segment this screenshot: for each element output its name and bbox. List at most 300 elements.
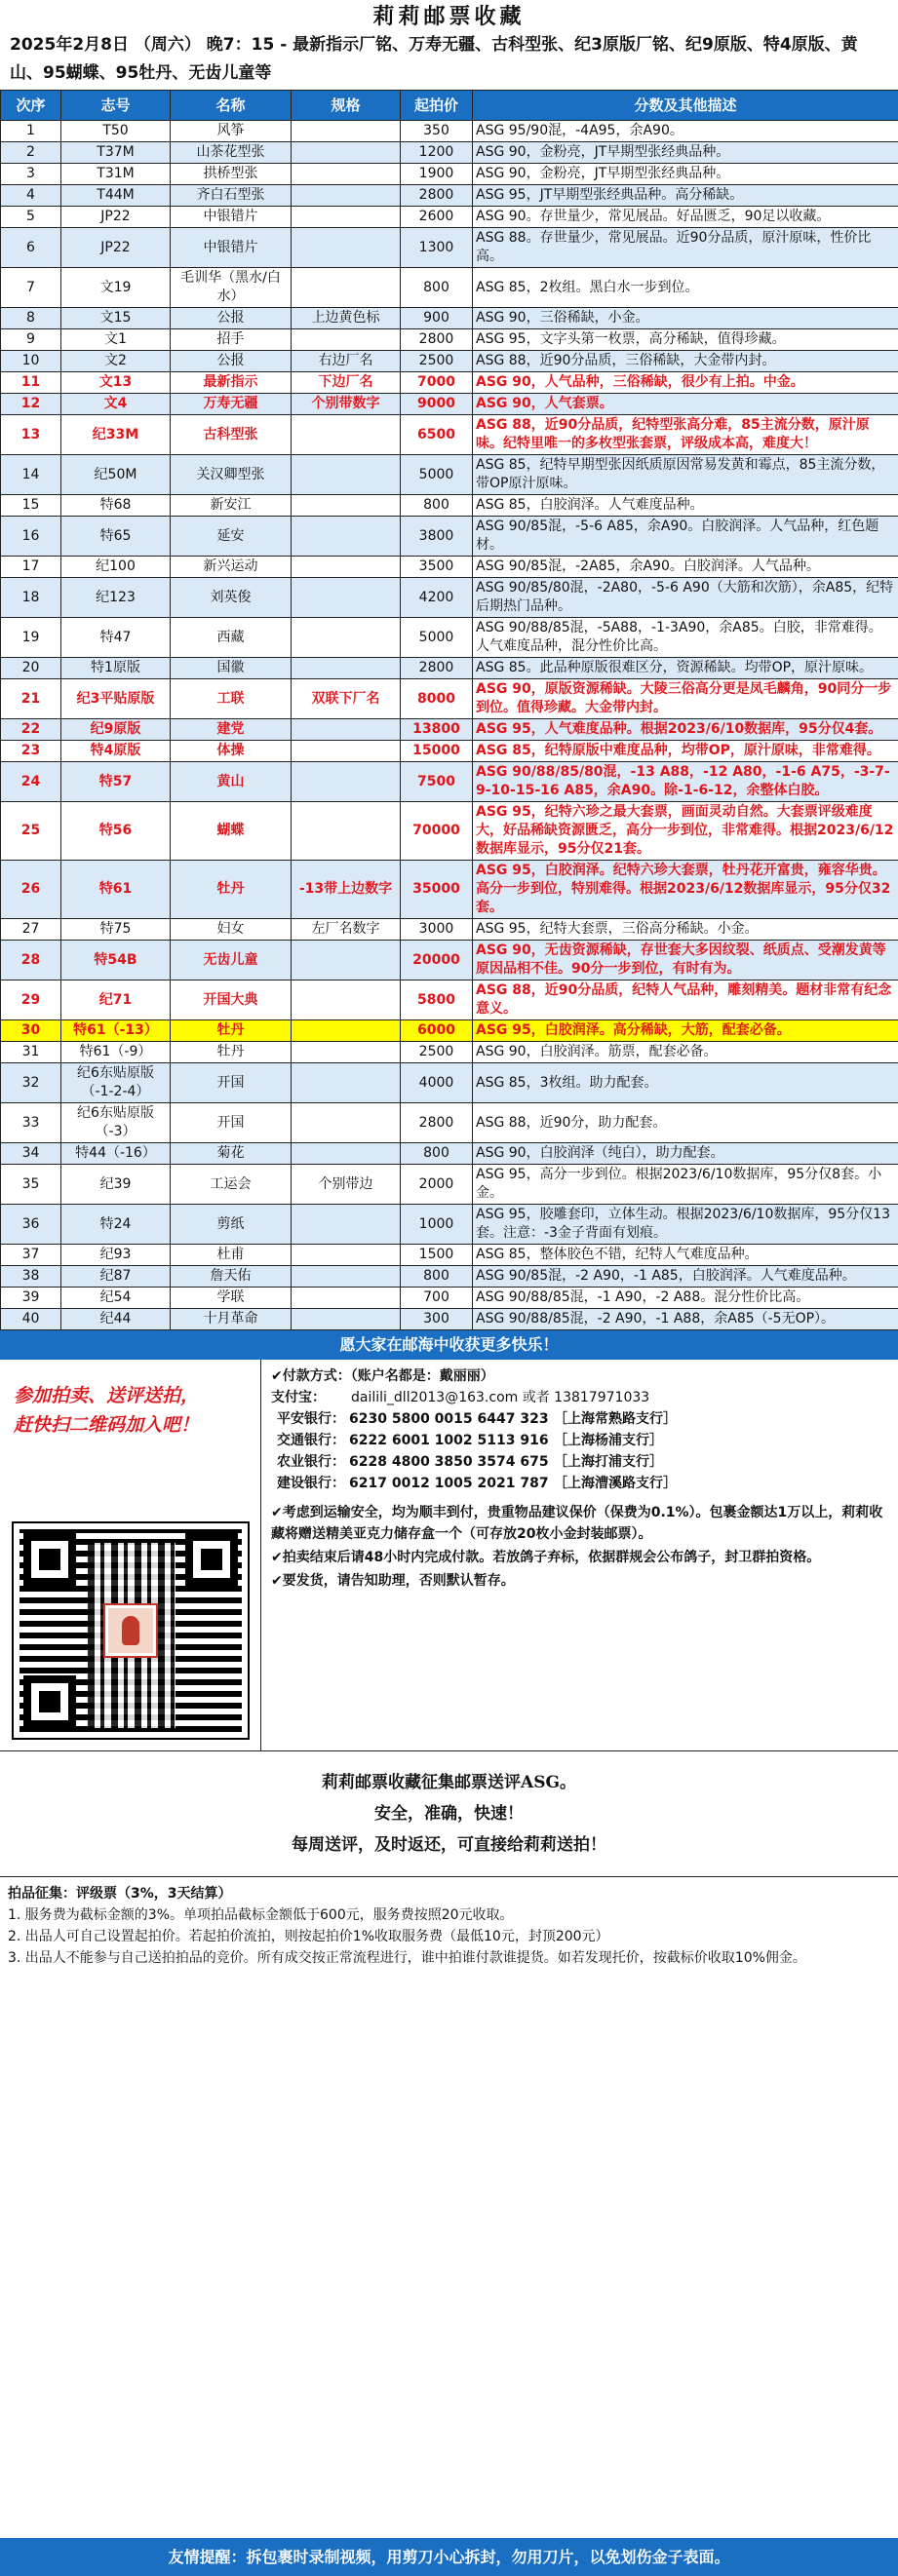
lot-code: 特57 bbox=[61, 762, 171, 802]
lot-code: 文19 bbox=[61, 268, 171, 308]
lot-price: 2600 bbox=[401, 207, 473, 228]
footer-banner: 友情提醒：拆包裹时录制视频，用剪刀小心拆封，勿用刀片，以免划伤金子表面。 bbox=[0, 2538, 898, 2576]
table-row bbox=[1, 1205, 898, 1245]
lot-name: 招手 bbox=[171, 329, 292, 351]
lot-no: 21 bbox=[1, 679, 61, 719]
lot-code: 特65 bbox=[61, 517, 171, 557]
lot-name: 新安江 bbox=[171, 495, 292, 517]
lot-name: 古科型张 bbox=[171, 415, 292, 455]
lot-price: 5800 bbox=[401, 980, 473, 1020]
auction-subtitle: 2025年2月8日 （周六） 晚7：15 - 最新指示厂铭、万寿无疆、古科型张、纪3原版厂铭、纪9原版、特4原版、黄山、95蝴蝶、95牡丹、无齿儿童等 bbox=[10, 35, 858, 83]
notes bbox=[271, 1502, 888, 1592]
lot-name: 关汉卿型张 bbox=[171, 455, 292, 495]
lot-code: T37M bbox=[61, 142, 171, 164]
lot-name: 中银错片 bbox=[171, 228, 292, 268]
lot-desc: ASG 95/90混，-4A95，余A90。 bbox=[473, 121, 898, 142]
lot-desc: ASG 90/88/85混，-2 A90，-1 A88，余A85（-5无OP）。 bbox=[473, 1309, 898, 1330]
lot-price: 4200 bbox=[401, 578, 473, 618]
lot-name: 山茶花型张 bbox=[171, 142, 292, 164]
bank-account-number: 6217 0012 1005 2021 787 bbox=[349, 1476, 549, 1491]
table-row bbox=[1, 1042, 898, 1063]
lot-price: 800 bbox=[401, 1266, 473, 1288]
bank-branch: ［上海打浦支行］ bbox=[554, 1454, 663, 1470]
lot-desc: ASG 90/88/85混，-5A88，-1-3A90，余A85。白胶，非常难得。人气难度品种，混分性价比高。 bbox=[473, 618, 898, 658]
alipay-value: dailili_dll2013@163.com 或者 13817971033 bbox=[351, 1390, 650, 1405]
payment-note: ✔拍卖结束后请48小时内完成付款。若放鸽子弃标，依据群规会公布鸽子，封卫群拍资格。 bbox=[271, 1550, 821, 1565]
lot-desc: ASG 90，白胶润泽（纯白），助力配套。 bbox=[473, 1143, 898, 1165]
lot-name: 工联 bbox=[171, 679, 292, 719]
alipay-row bbox=[271, 1387, 888, 1408]
lot-code: 纪6东贴原版（-1-2-4） bbox=[61, 1063, 171, 1103]
lot-code: 特68 bbox=[61, 495, 171, 517]
table-row bbox=[1, 1288, 898, 1309]
lot-no: 35 bbox=[1, 1165, 61, 1205]
lot-desc: ASG 90/85混，-5-6 A85，余A90。白胶润泽。人气品种，红色题材。 bbox=[473, 517, 898, 557]
lot-no: 28 bbox=[1, 941, 61, 980]
lot-price: 300 bbox=[401, 1309, 473, 1330]
lot-spec: -13带上边数字 bbox=[292, 861, 401, 919]
table-row bbox=[1, 268, 898, 308]
bank-name: 平安银行： bbox=[277, 1411, 345, 1427]
lot-spec: 双联下厂名 bbox=[292, 679, 401, 719]
lot-desc: ASG 90/85/80混，-2A80，-5-6 A90（大筋和次筋），余A85，纪特后期热门品种。 bbox=[473, 578, 898, 618]
table-body bbox=[1, 121, 898, 1330]
lot-desc: ASG 95，白胶润泽。高分稀缺，大筋，配套必备。 bbox=[473, 1020, 898, 1042]
lot-price: 70000 bbox=[401, 802, 473, 861]
lot-desc: ASG 95，文字头第一枚票，高分稀缺，值得珍藏。 bbox=[473, 329, 898, 351]
lot-desc: ASG 85，3枚组。助力配套。 bbox=[473, 1063, 898, 1103]
lot-no: 20 bbox=[1, 658, 61, 679]
lot-price: 2800 bbox=[401, 658, 473, 679]
col-header-name: 名称 bbox=[171, 91, 292, 121]
lot-name: 新兴运动 bbox=[171, 557, 292, 578]
bank-branch: ［上海常熟路支行］ bbox=[554, 1411, 677, 1427]
lot-name: 蝴蝶 bbox=[171, 802, 292, 861]
lot-name: 无齿儿童 bbox=[171, 941, 292, 980]
table-row bbox=[1, 1103, 898, 1143]
table-row bbox=[1, 495, 898, 517]
lot-no: 36 bbox=[1, 1205, 61, 1245]
lot-no: 14 bbox=[1, 455, 61, 495]
table-row bbox=[1, 351, 898, 372]
lot-no: 25 bbox=[1, 802, 61, 861]
lot-code: 纪33M bbox=[61, 415, 171, 455]
lot-code: 文2 bbox=[61, 351, 171, 372]
lot-name: 妇女 bbox=[171, 919, 292, 941]
bank-name: 建设银行： bbox=[277, 1476, 345, 1491]
lot-no: 29 bbox=[1, 980, 61, 1020]
lot-code: 纪123 bbox=[61, 578, 171, 618]
lot-name: 工运会 bbox=[171, 1165, 292, 1205]
lot-code: 特56 bbox=[61, 802, 171, 861]
lot-name: 国徽 bbox=[171, 658, 292, 679]
lot-desc: ASG 85。此品种原版很难区分，资源稀缺。均带OP，原汁原味。 bbox=[473, 658, 898, 679]
table-row bbox=[1, 802, 898, 861]
lot-desc: ASG 85，纪特早期型张因纸质原因常易发黄和霉点，85主流分数，带OP原汁原味。 bbox=[473, 455, 898, 495]
bank-row bbox=[271, 1408, 888, 1430]
lot-spec bbox=[292, 329, 401, 351]
lot-price: 7000 bbox=[401, 372, 473, 394]
table-row bbox=[1, 919, 898, 941]
lot-name: 中银错片 bbox=[171, 207, 292, 228]
lot-spec bbox=[292, 1266, 401, 1288]
table-row bbox=[1, 329, 898, 351]
lot-name: 最新指示 bbox=[171, 372, 292, 394]
lot-name: 黄山 bbox=[171, 762, 292, 802]
table-row bbox=[1, 455, 898, 495]
lot-spec bbox=[292, 455, 401, 495]
qr-finder-top-right bbox=[185, 1533, 238, 1586]
lot-no: 24 bbox=[1, 762, 61, 802]
lot-price: 700 bbox=[401, 1288, 473, 1309]
lot-code: 特61 bbox=[61, 861, 171, 919]
join-text bbox=[14, 1381, 253, 1440]
lot-no: 11 bbox=[1, 372, 61, 394]
table-row bbox=[1, 517, 898, 557]
lot-desc: ASG 90，三俗稀缺，小金。 bbox=[473, 308, 898, 329]
lot-name: 建党 bbox=[171, 719, 292, 741]
delivery-note: ✔要发货，请告知助理，否则默认暂存。 bbox=[271, 1573, 515, 1589]
table-row bbox=[1, 1165, 898, 1205]
lot-name: 风筝 bbox=[171, 121, 292, 142]
lot-code: 特61（-9） bbox=[61, 1042, 171, 1063]
table-row bbox=[1, 658, 898, 679]
bank-name: 农业银行： bbox=[277, 1454, 345, 1470]
join-text-line-1: 参加拍卖、送评送拍， bbox=[14, 1385, 200, 1406]
lot-price: 4000 bbox=[401, 1063, 473, 1103]
lot-desc: ASG 90，原版资源稀缺。大陵三俗高分更是凤毛麟角，90同分一步到位。值得珍藏。大金带内封。 bbox=[473, 679, 898, 719]
table-row bbox=[1, 1266, 898, 1288]
lot-spec bbox=[292, 1143, 401, 1165]
lot-price: 350 bbox=[401, 121, 473, 142]
rule-item: 3. 出品人不能参与自己送拍拍品的竞价。所有成交按正常流程进行，谁中拍谁付款谁提货。如若发现托价，按截标价收取10%佣金。 bbox=[8, 1950, 806, 1966]
lot-spec bbox=[292, 719, 401, 741]
lot-code: 纪87 bbox=[61, 1266, 171, 1288]
lot-desc: ASG 95，JT早期型张经典品种。高分稀缺。 bbox=[473, 185, 898, 207]
table-row bbox=[1, 861, 898, 919]
lot-spec: 上边黄色标 bbox=[292, 308, 401, 329]
lot-price: 3500 bbox=[401, 557, 473, 578]
lot-price: 5000 bbox=[401, 455, 473, 495]
lot-no: 1 bbox=[1, 121, 61, 142]
lot-price: 6500 bbox=[401, 415, 473, 455]
lot-desc: ASG 90，人气套票。 bbox=[473, 394, 898, 415]
lot-code: 特75 bbox=[61, 919, 171, 941]
lot-spec bbox=[292, 941, 401, 980]
lot-spec bbox=[292, 185, 401, 207]
rules-section bbox=[0, 1877, 898, 2031]
collect-line-1: 莉莉邮票收藏征集邮票送评ASG。 bbox=[322, 1773, 576, 1792]
lot-no: 33 bbox=[1, 1103, 61, 1143]
rule-item: 2. 出品人可自己设置起拍价。若起拍价流拍，则按起拍价1%收取服务费（最低10元，封顶200元） bbox=[8, 1929, 609, 1944]
collect-section bbox=[0, 1750, 898, 1877]
auction-lot-table bbox=[0, 90, 898, 1330]
lot-code: 特61（-13） bbox=[61, 1020, 171, 1042]
lot-price: 2500 bbox=[401, 1042, 473, 1063]
lot-spec: 下边厂名 bbox=[292, 372, 401, 394]
lot-name: 万寿无疆 bbox=[171, 394, 292, 415]
qr-finder-top-left bbox=[23, 1533, 76, 1586]
lot-spec: 右边厂名 bbox=[292, 351, 401, 372]
lot-name: 菊花 bbox=[171, 1143, 292, 1165]
table-row bbox=[1, 980, 898, 1020]
lot-code: 文4 bbox=[61, 394, 171, 415]
lot-code: T44M bbox=[61, 185, 171, 207]
table-row bbox=[1, 557, 898, 578]
lot-spec: 个别带数字 bbox=[292, 394, 401, 415]
table-row bbox=[1, 394, 898, 415]
lot-name: 开国 bbox=[171, 1103, 292, 1143]
lot-no: 26 bbox=[1, 861, 61, 919]
bank-list bbox=[271, 1408, 888, 1494]
page-title: 莉莉邮票收藏 bbox=[372, 5, 526, 29]
lot-price: 1900 bbox=[401, 164, 473, 185]
lot-price: 35000 bbox=[401, 861, 473, 919]
lot-name: 西藏 bbox=[171, 618, 292, 658]
bank-account-number: 6230 5800 0015 6447 323 bbox=[349, 1411, 549, 1427]
lot-spec bbox=[292, 164, 401, 185]
lot-desc: ASG 90/88/85/80混，-13 A88，-12 A80，-1-6 A75，-3-7-9-10-15-16 A85，余A90。除-1-6-12，余整体白胶。 bbox=[473, 762, 898, 802]
qr-finder-bottom-left bbox=[23, 1675, 76, 1728]
lot-price: 5000 bbox=[401, 618, 473, 658]
bank-account-number: 6228 4800 3850 3574 675 bbox=[349, 1454, 549, 1470]
lot-spec bbox=[292, 1020, 401, 1042]
lot-desc: ASG 88，近90分品质，三俗稀缺，大金带内封。 bbox=[473, 351, 898, 372]
lot-no: 19 bbox=[1, 618, 61, 658]
lot-name: 公报 bbox=[171, 308, 292, 329]
lot-name: 剪纸 bbox=[171, 1205, 292, 1245]
lot-code: 纪6东贴原版（-3） bbox=[61, 1103, 171, 1143]
lot-code: 文13 bbox=[61, 372, 171, 394]
table-row bbox=[1, 719, 898, 741]
lot-spec: 个别带边 bbox=[292, 1165, 401, 1205]
lot-spec bbox=[292, 121, 401, 142]
lot-no: 3 bbox=[1, 164, 61, 185]
lot-spec bbox=[292, 1288, 401, 1309]
lot-price: 1000 bbox=[401, 1205, 473, 1245]
lot-spec bbox=[292, 207, 401, 228]
lot-spec bbox=[292, 980, 401, 1020]
lot-spec bbox=[292, 142, 401, 164]
lot-price: 1500 bbox=[401, 1245, 473, 1266]
lot-no: 12 bbox=[1, 394, 61, 415]
lot-price: 7500 bbox=[401, 762, 473, 802]
table-row bbox=[1, 415, 898, 455]
lot-code: T31M bbox=[61, 164, 171, 185]
lot-no: 30 bbox=[1, 1020, 61, 1042]
col-header-spec: 规格 bbox=[292, 91, 401, 121]
col-header-code: 志号 bbox=[61, 91, 171, 121]
lot-spec bbox=[292, 1309, 401, 1330]
lot-desc: ASG 85，2枚组。黑白水一步到位。 bbox=[473, 268, 898, 308]
lot-code: 特24 bbox=[61, 1205, 171, 1245]
lot-price: 3800 bbox=[401, 517, 473, 557]
bank-branch: ［上海杨浦支行］ bbox=[554, 1433, 663, 1448]
lot-code: 特47 bbox=[61, 618, 171, 658]
lot-spec bbox=[292, 415, 401, 455]
lot-spec bbox=[292, 1205, 401, 1245]
bank-row bbox=[271, 1430, 888, 1451]
table-row bbox=[1, 1063, 898, 1103]
lot-code: JP22 bbox=[61, 207, 171, 228]
lot-spec bbox=[292, 618, 401, 658]
lot-price: 2000 bbox=[401, 1165, 473, 1205]
lot-price: 2800 bbox=[401, 329, 473, 351]
table-row bbox=[1, 1309, 898, 1330]
lot-spec bbox=[292, 1063, 401, 1103]
promo-section bbox=[0, 1360, 898, 1750]
lot-no: 39 bbox=[1, 1288, 61, 1309]
lot-no: 7 bbox=[1, 268, 61, 308]
lot-desc: ASG 90/88/85混，-1 A90，-2 A88。混分性价比高。 bbox=[473, 1288, 898, 1309]
lot-desc: ASG 95，胶雕套印，立体生动。根据2023/6/10数据库，95分仅13套。注意：-3金子背面有划痕。 bbox=[473, 1205, 898, 1245]
table-row bbox=[1, 1020, 898, 1042]
lot-no: 6 bbox=[1, 228, 61, 268]
rule-item: 1. 服务费为截标金额的3%。单项拍品截标金额低于600元，服务费按照20元收取。 bbox=[8, 1907, 514, 1923]
bank-row bbox=[271, 1473, 888, 1494]
table-row bbox=[1, 941, 898, 980]
bank-branch: ［上海漕溪路支行］ bbox=[554, 1476, 677, 1491]
mid-banner: 愿大家在邮海中收获更多快乐！ bbox=[0, 1330, 898, 1360]
join-text-line-2: 赶快扫二维码加入吧！ bbox=[14, 1414, 200, 1436]
table-row bbox=[1, 578, 898, 618]
lot-name: 学联 bbox=[171, 1288, 292, 1309]
lot-code: 纪3平贴原版 bbox=[61, 679, 171, 719]
lot-no: 2 bbox=[1, 142, 61, 164]
lot-name: 牡丹 bbox=[171, 1020, 292, 1042]
lot-spec bbox=[292, 762, 401, 802]
lot-price: 1200 bbox=[401, 142, 473, 164]
lot-name: 齐白石型张 bbox=[171, 185, 292, 207]
lot-price: 2800 bbox=[401, 1103, 473, 1143]
lot-price: 13800 bbox=[401, 719, 473, 741]
bank-name: 交通银行： bbox=[277, 1433, 345, 1448]
table-row bbox=[1, 142, 898, 164]
lot-desc: ASG 88，近90分，助力配套。 bbox=[473, 1103, 898, 1143]
lot-desc: ASG 95，人气难度品种。根据2023/6/10数据库，95分仅4套。 bbox=[473, 719, 898, 741]
lot-code: 文15 bbox=[61, 308, 171, 329]
lot-no: 16 bbox=[1, 517, 61, 557]
lot-no: 13 bbox=[1, 415, 61, 455]
table-row bbox=[1, 164, 898, 185]
lot-desc: ASG 88，近90分品质，纪特型张高分难，85主流分数，原汁原味。纪特里唯一的多枚型张套票，评级成本高，难度大！ bbox=[473, 415, 898, 455]
lot-no: 5 bbox=[1, 207, 61, 228]
table-row bbox=[1, 207, 898, 228]
lot-no: 8 bbox=[1, 308, 61, 329]
lot-desc: ASG 85，白胶润泽。人气难度品种。 bbox=[473, 495, 898, 517]
lot-no: 34 bbox=[1, 1143, 61, 1165]
lot-code: JP22 bbox=[61, 228, 171, 268]
lot-code: 文1 bbox=[61, 329, 171, 351]
lot-no: 23 bbox=[1, 741, 61, 762]
lot-price: 2500 bbox=[401, 351, 473, 372]
lot-desc: ASG 95，白胶润泽。纪特六珍大套票，牡丹花开富贵，雍容华贵。高分一步到位，特别难得。根据2023/6/12数据库显示，95分仅32套。 bbox=[473, 861, 898, 919]
lot-name: 毛训华（黑水/白水） bbox=[171, 268, 292, 308]
lot-spec bbox=[292, 228, 401, 268]
lot-price: 1300 bbox=[401, 228, 473, 268]
col-header-no: 次序 bbox=[1, 91, 61, 121]
table-row bbox=[1, 185, 898, 207]
lot-code: 特4原版 bbox=[61, 741, 171, 762]
payment-panel bbox=[261, 1360, 898, 1750]
lot-price: 8000 bbox=[401, 679, 473, 719]
table-row bbox=[1, 121, 898, 142]
lot-price: 9000 bbox=[401, 394, 473, 415]
lot-desc: ASG 95，高分一步到位。根据2023/6/10数据库，95分仅8套。小金。 bbox=[473, 1165, 898, 1205]
table-row bbox=[1, 228, 898, 268]
lot-spec bbox=[292, 578, 401, 618]
lot-no: 27 bbox=[1, 919, 61, 941]
lot-price: 15000 bbox=[401, 741, 473, 762]
lot-desc: ASG 95，纪特大套票，三俗高分稀缺。小金。 bbox=[473, 919, 898, 941]
lot-name: 开国 bbox=[171, 1063, 292, 1103]
lot-desc: ASG 90/85混，-2A85，余A90。白胶润泽。人气品种。 bbox=[473, 557, 898, 578]
lot-code: 特44（-16） bbox=[61, 1143, 171, 1165]
lot-no: 38 bbox=[1, 1266, 61, 1288]
lot-spec bbox=[292, 1103, 401, 1143]
table-row bbox=[1, 741, 898, 762]
table-row bbox=[1, 618, 898, 658]
col-header-desc: 分数及其他描述 bbox=[473, 91, 898, 121]
bank-account-number: 6222 6001 1002 5113 916 bbox=[349, 1433, 549, 1448]
lot-name: 延安 bbox=[171, 517, 292, 557]
lot-price: 6000 bbox=[401, 1020, 473, 1042]
lot-no: 15 bbox=[1, 495, 61, 517]
lot-spec bbox=[292, 1042, 401, 1063]
lot-code: 纪39 bbox=[61, 1165, 171, 1205]
lot-desc: ASG 88。存世量少，常见展品。近90分品质，原汁原味，性价比高。 bbox=[473, 228, 898, 268]
lot-desc: ASG 90，金粉亮，JT早期型张经典品种。 bbox=[473, 142, 898, 164]
lot-name: 体操 bbox=[171, 741, 292, 762]
lot-desc: ASG 95，纪特六珍之最大套票，画面灵动自然。大套票评级难度大，好品稀缺资源匮乏，高分一步到位，非常难得。根据2023/6/12数据库显示，95分仅21套。 bbox=[473, 802, 898, 861]
rules-title: 拍品征集：评级票（3%，3天结算） bbox=[8, 1886, 232, 1902]
lot-desc: ASG 90，人气品种，三俗稀缺，很少有上拍。中金。 bbox=[473, 372, 898, 394]
lot-desc: ASG 90，白胶润泽。筋票，配套必备。 bbox=[473, 1042, 898, 1063]
header bbox=[0, 0, 898, 90]
lot-code: 纪93 bbox=[61, 1245, 171, 1266]
lot-spec bbox=[292, 802, 401, 861]
qr-code-icon[interactable] bbox=[14, 1523, 248, 1738]
lot-name: 詹天佑 bbox=[171, 1266, 292, 1288]
lot-desc: ASG 90，无齿资源稀缺，存世套大多因纹裂、纸质点、受潮发黄等原因品相不佳。90分一步到位，有时有为。 bbox=[473, 941, 898, 980]
lot-price: 20000 bbox=[401, 941, 473, 980]
lot-spec bbox=[292, 741, 401, 762]
lot-spec: 左厂名数字 bbox=[292, 919, 401, 941]
col-header-price: 起拍价 bbox=[401, 91, 473, 121]
lot-code: 纪54 bbox=[61, 1288, 171, 1309]
lot-no: 40 bbox=[1, 1309, 61, 1330]
payment-title: ✔付款方式：（账户名都是：戴丽丽） bbox=[271, 1368, 494, 1384]
lot-spec bbox=[292, 268, 401, 308]
lot-spec bbox=[292, 495, 401, 517]
lot-desc: ASG 88，近90分品质，纪特人气品种，雕刻精美。题材非常有纪念意义。 bbox=[473, 980, 898, 1020]
lot-no: 22 bbox=[1, 719, 61, 741]
lot-no: 10 bbox=[1, 351, 61, 372]
lot-desc: ASG 85，整体胶色不错，纪特人气难度品种。 bbox=[473, 1245, 898, 1266]
lot-price: 3000 bbox=[401, 919, 473, 941]
lot-no: 32 bbox=[1, 1063, 61, 1103]
lot-name: 杜甫 bbox=[171, 1245, 292, 1266]
lot-price: 800 bbox=[401, 495, 473, 517]
qr-avatar-icon bbox=[105, 1605, 156, 1656]
lot-price: 2800 bbox=[401, 185, 473, 207]
lot-code: 纪44 bbox=[61, 1309, 171, 1330]
lot-code: 纪9原版 bbox=[61, 719, 171, 741]
lot-no: 37 bbox=[1, 1245, 61, 1266]
lot-code: T50 bbox=[61, 121, 171, 142]
lot-no: 17 bbox=[1, 557, 61, 578]
lot-price: 800 bbox=[401, 268, 473, 308]
